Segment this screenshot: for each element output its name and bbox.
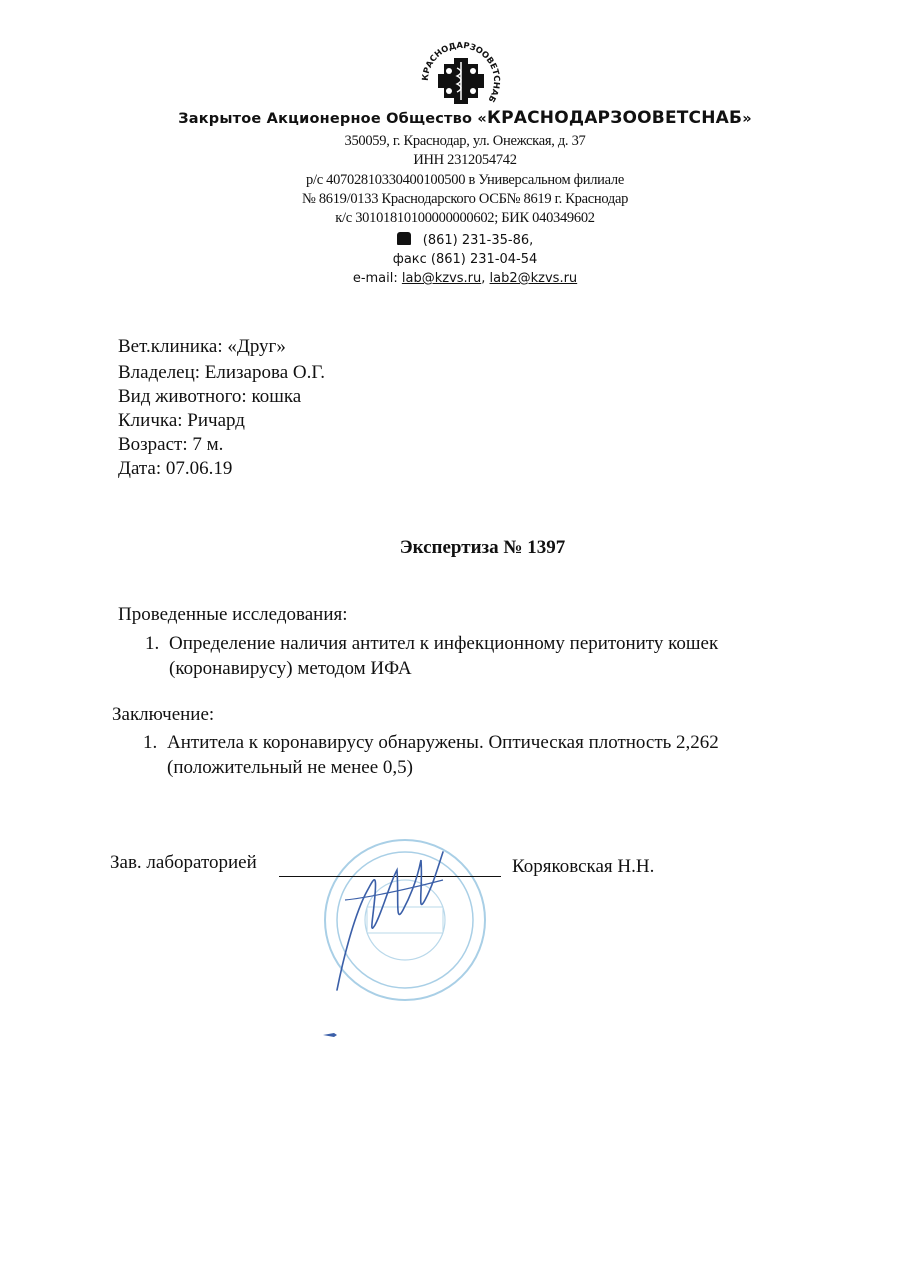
handwritten-signature [325, 840, 475, 1000]
bank-account-line-2: № 8619/0133 Краснодарского ОСБ№ 8619 г. Краснодар [301, 191, 629, 207]
company-phone [0, 232, 900, 248]
research-item-line-2: (коронавирусу) методом ИФА [169, 658, 412, 679]
company-prefix: Закрытое Акционерное Общество « [178, 111, 487, 127]
pet-name-line: Кличка: Ричард [118, 410, 245, 431]
age-line: Возраст: 7 м. [118, 434, 224, 455]
company-address: 350059, г. Краснодар, ул. Онежская, д. 37 [344, 133, 586, 149]
email-separator: , [481, 271, 490, 286]
conclusion-item-line-2: (положительный не менее 0,5) [167, 757, 413, 778]
company-title [0, 108, 900, 128]
email-link-1[interactable]: lab@kzvs.ru [401, 271, 482, 286]
company-name: КРАСНОДАРЗООВЕТСНАБ [486, 108, 743, 128]
species-line: Вид животного: кошка [118, 386, 302, 407]
expertise-title: Экспертиза № 1397 [399, 537, 566, 558]
research-heading: Проведенные исследования: [118, 604, 348, 625]
email-label: e-mail: [352, 271, 402, 286]
signature-role: Зав. лабораторией [110, 852, 257, 873]
email-link-2[interactable]: lab2@kzvs.ru [489, 271, 578, 286]
clinic-line: Вет.клиника: «Друг» [118, 336, 286, 357]
research-item-line-1: Определение наличия антител к инфекционному перитониту кошек [169, 633, 719, 654]
company-inn: ИНН 2312054742 [413, 152, 517, 168]
phone-number: (861) 231-35-86, [422, 233, 534, 248]
research-item-number: 1. [145, 633, 160, 654]
company-email [0, 271, 900, 286]
bank-account-line-3: к/с 30101810100000000602; БИК 040349602 [335, 210, 595, 226]
company-fax: факс (861) 231-04-54 [392, 252, 538, 267]
conclusion-item-number: 1. [143, 732, 158, 753]
owner-line: Владелец: Елизарова О.Г. [118, 362, 325, 383]
company-suffix: » [742, 111, 752, 127]
signature-name: Коряковская Н.Н. [512, 856, 655, 877]
conclusion-heading: Заключение: [112, 704, 215, 725]
bank-account-line-1: р/с 40702810330400100500 в Универсальном филиале [306, 172, 624, 188]
telephone-icon [397, 232, 411, 245]
logo-ring-text: КРАСНОДАРЗООВЕТСНАБ [419, 39, 503, 105]
conclusion-item-line-1: Антитела к коронавирусу обнаружены. Оптическая плотность 2,262 [167, 732, 719, 753]
date-line: Дата: 07.06.19 [118, 458, 233, 479]
ink-blot [322, 1030, 338, 1038]
